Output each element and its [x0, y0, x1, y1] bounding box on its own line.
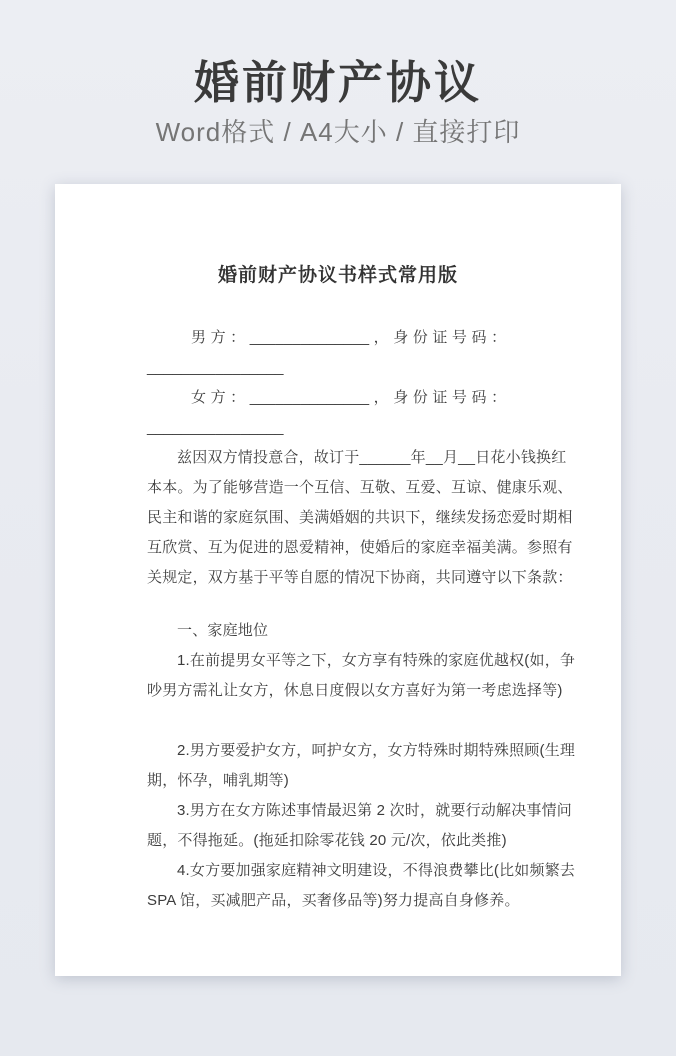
doc-line-clause-3: 题，不得拖延。(拖延扣除零花钱 20 元/次，依此类推) [147, 832, 507, 849]
doc-line-clause-4: 4.女方要加强家庭精神文明建设，不得浪费攀比(比如频繁去 [177, 862, 576, 879]
doc-line-preamble: 本本。为了能够营造一个互信、互敬、互爱、互谅、健康乐观、 [147, 479, 573, 496]
doc-line-clause-4: SPA 馆，买减肥产品，买奢侈品等)努力提高自身修养。 [147, 892, 520, 909]
spacer [147, 593, 529, 616]
doc-line-female-party: 女 方 ： ______________ ， 身 份 证 号 码 ： [191, 389, 507, 406]
document-page [55, 184, 621, 976]
document-title: 婚前财产协议书样式常用版 [217, 265, 458, 286]
preview-header [0, 0, 676, 148]
doc-line-clause-1: 1.在前提男女平等之下，女方享有特殊的家庭优越权(如，争 [177, 652, 576, 669]
doc-line-underline: ________________ [147, 419, 284, 436]
doc-line-section-heading: 一、家庭地位 [177, 622, 269, 639]
spacer [147, 706, 529, 736]
doc-line-preamble: 民主和谐的家庭氛围、美满婚姻的共识下，继续发扬恋爱时期相 [147, 509, 573, 526]
page-title: 婚前财产协议 [193, 57, 482, 108]
doc-line-clause-2: 期，怀孕，哺乳期等) [147, 772, 289, 789]
doc-line-clause-1: 吵男方需礼让女方，休息日度假以女方喜好为第一考虑选择等) [147, 682, 563, 699]
doc-line-male-party: 男 方 ： ______________ ， 身 份 证 号 码 ： [191, 329, 507, 346]
doc-line-preamble: 兹因双方情投意合，故订于______年__月__日花小钱换红 [177, 449, 567, 466]
doc-line-clause-3: 3.男方在女方陈述事情最迟第 2 次时，就要行动解决事情问 [177, 802, 572, 819]
doc-line-underline: ________________ [147, 359, 284, 376]
page-subtitle: Word格式 / A4大小 / 直接打印 [155, 117, 521, 147]
doc-line-preamble: 互欣赏、互为促进的恩爱精神，使婚后的家庭幸福美满。参照有 [147, 539, 573, 556]
doc-line-clause-2: 2.男方要爱护女方，呵护女方，女方特殊时期特殊照顾(生理 [177, 742, 576, 759]
doc-line-preamble: 关规定，双方基于平等自愿的情况下协商，共同遵守以下条款： [147, 569, 573, 586]
